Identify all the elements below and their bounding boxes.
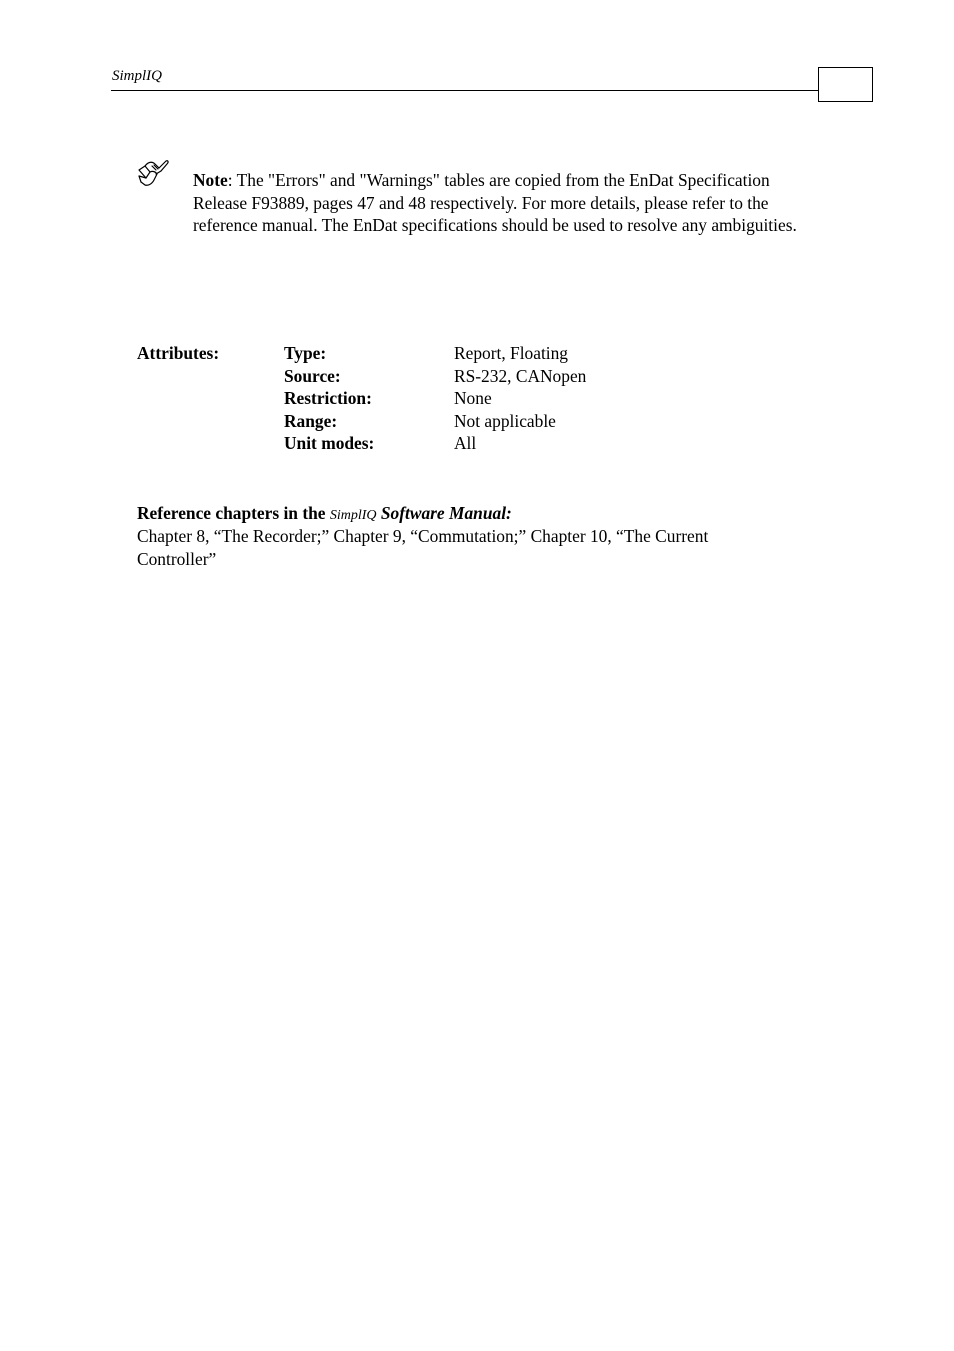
reference-heading [137, 502, 512, 528]
reference-heading-prefix: Reference chapters in the [137, 503, 330, 523]
attributes-heading: Attributes: [137, 343, 220, 363]
header-brand: SimplIQ [112, 68, 162, 84]
note-paragraph [193, 169, 818, 237]
attributes-values [454, 342, 586, 455]
note-text: : The "Errors" and "Warnings" tables are copied from the EnDat Specification Release F93889, pages 47 and 48 respectively. For more details, please refer to the reference manual. The EnDat specifications should be used to resolve any ambiguities. [193, 170, 797, 235]
writing-hand-icon [136, 158, 170, 190]
attribute-value-range: Not applicable [454, 410, 556, 431]
attribute-value-source: RS-232, CANopen [454, 365, 587, 386]
note-label: Note [193, 170, 228, 190]
attribute-key-unit-modes: Unit modes: [284, 433, 375, 453]
attribute-key-source: Source: [284, 365, 341, 386]
header-rule [111, 90, 819, 91]
attribute-value-unit-modes: All [454, 433, 477, 453]
reference-body: Chapter 8, “The Recorder;” Chapter 9, “Commutation;” Chapter 10, “The Current Controller” [137, 526, 709, 569]
attribute-key-range: Range: [284, 410, 338, 431]
page-number-box [818, 67, 873, 102]
attribute-value-restriction: None [454, 388, 492, 408]
attribute-key-restriction: Restriction: [284, 388, 372, 408]
attributes-keys [284, 342, 374, 455]
attribute-value-type: Report, Floating [454, 343, 568, 363]
reference-heading-suffix: Software Manual: [376, 503, 512, 523]
reference-heading-brand: SimplIQ [329, 508, 377, 523]
attribute-key-type: Type: [284, 343, 327, 363]
